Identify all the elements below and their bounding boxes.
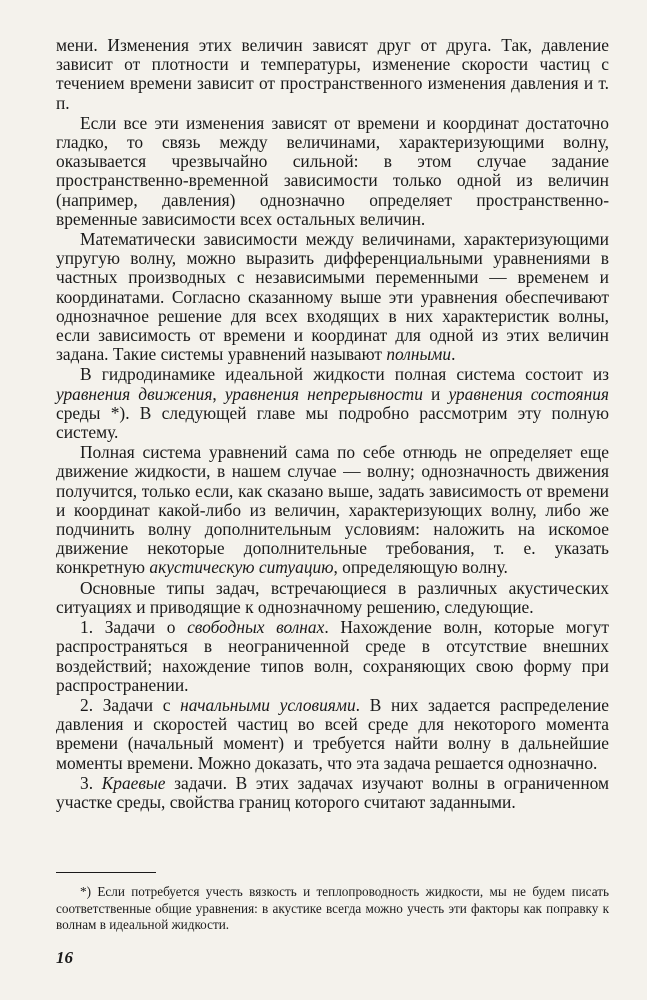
paragraph: мени. Изменения этих величин зависят друг от друга. Так, давление зависит от плотности и температуры, изменение скорости частиц с течением времени зависит от пространственного изменения давления и т. п. (56, 35, 609, 113)
paragraph: Если все эти изменения зависят от времени и координат достаточно гладко, то связь между величинами, характеризующими волну, оказывается чрезвычайно сильной: в этом случае задание пространственно-временной зависимости только одной из величин (например, давления) однозначно определяет пространственно-временные зависимости всех остальных величин. (56, 112, 609, 229)
italic-term: акустическую ситуацию (149, 557, 334, 578)
paragraph: 3. Краевые задачи. В этих задачах изучают волны в ограниченном участке среды, свойства границ которого считают заданными. (56, 772, 609, 812)
footnote: *) Если потребуется учесть вязкость и теплопроводность жидкости, мы не будем писать соответственные общие уравнения: в акустике всегда можно учесть эти факторы как поправку к волнам в идеальной жидкости. (56, 884, 609, 933)
page-number: 16 (56, 948, 73, 967)
paragraph: 2. Задачи с начальными условиями. В них задается распределение давления и скоростей частиц во всей среде для некоторого момента времени (начальный момент) и требуется найти волну в дальнейшие моменты времени. Можно доказать, что эта задача решается однозначно. (56, 694, 609, 773)
italic-term: свободных волнах (187, 617, 325, 638)
paragraph: Математически зависимости между величинами, характеризующими упругую волну, можно выразить дифференциальными уравнениями в частных производных с независимыми переменными — временем и координатами. Согласно сказанному выше эти уравнения обеспечивают однозначное решение для всех входящих в них характеристик волны, если зависимость от времени и координат для одной из этих величин задана. Такие системы уравнений называют полными. (56, 229, 609, 365)
italic-term: Краевые (101, 772, 166, 793)
italic-term: начальными условиями (180, 694, 356, 715)
italic-term: уравнения состояния (448, 383, 609, 404)
footnote-rule (56, 872, 156, 873)
italic-term: уравнения непрерывности (224, 383, 423, 404)
paragraph: В гидродинамике идеальной жидкости полная система состоит из уравнения движения, уравнения непрерывности и уравнения состояния среды *). В следующей главе мы подробно рассмотрим эту полную систему. (56, 364, 609, 443)
paragraph: 1. Задачи о свободных волнах. Нахождение волн, которые могут распространяться в неограниченной среде в отсутствие внешних воздействий; нахождение типов волн, сохраняющих свою форму при распространении. (56, 617, 610, 695)
body-text (56, 36, 609, 812)
italic-term: уравнения движения (56, 383, 213, 404)
paragraph: Основные типы задач, встречающиеся в различных акустических ситуациях и приводящие к однозначному решению, следующие. (56, 577, 609, 617)
italic-term: полными (386, 344, 452, 365)
paragraph: Полная система уравнений сама по себе отнюдь не определяет еще движение жидкости, в нашем случае — волну; однозначность движения получится, только если, как сказано выше, задать зависимость от времени и координат какой-либо из величин, характеризующих волну, либо же подчинить волну дополнительным условиям: наложить на искомое движение некоторые дополнительные требования, т. е. указать конкретную акустическую ситуацию, определяющую волну. (56, 442, 609, 578)
